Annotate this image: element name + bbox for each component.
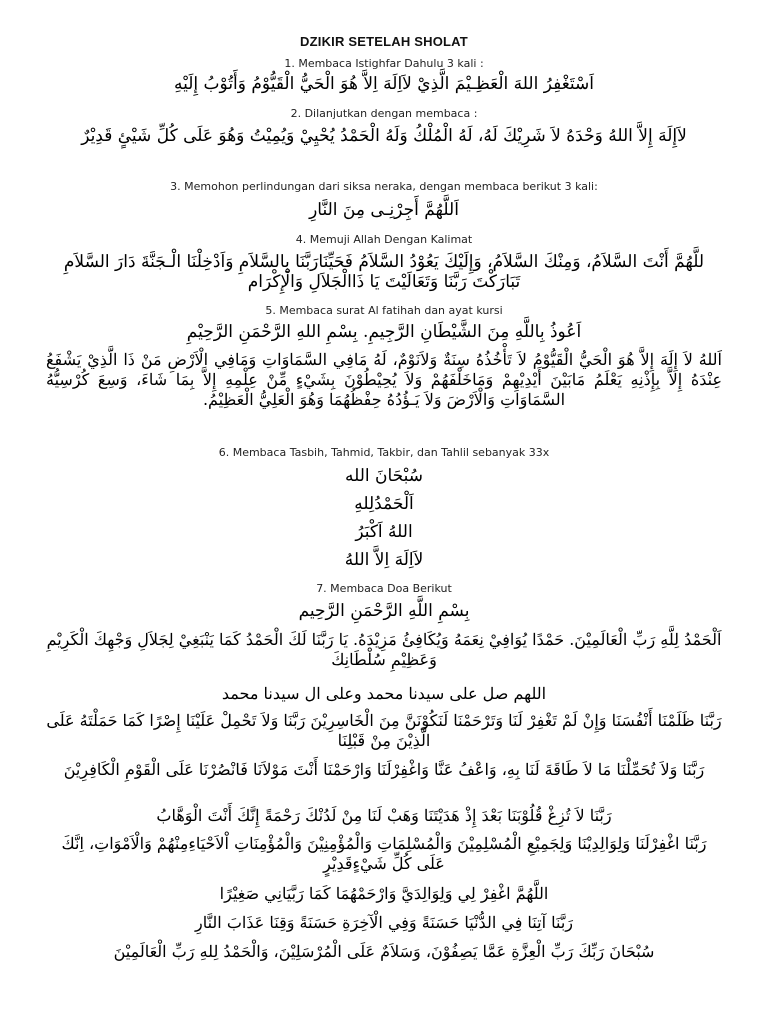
tahlil-text: لاَاِلَهَ اِلاَّ اللهُ xyxy=(344,550,424,570)
section-2-arabic: لاَإِلَهَ إِلاَّ اللهُ وَحْدَهُ لاَ شَرِيْكَ لَهُ، لَهُ الْمُلْكُ وَلَهُ الْحَمْدُ يُحْيِيْ وَيُمِيْتُ وَهُوَ عَلَى كُلِّ شَيْئٍ قَدِيْرٌ xyxy=(81,126,687,146)
section-3-arabic: اَللَّهُمَّ أَجِرْنِـى مِنَ النَّارِ xyxy=(309,200,459,220)
section-5-label: 5. Membaca surat Al fatihah dan ayat kursi xyxy=(265,304,503,317)
section-4-arabic: للَّهُمَّ أَنْتَ السَّلاَمُ، وَمِنْكَ السَّلاَمُ، وَإِلَيْكَ يَعُوْدُ السَّلاَمُ فَحَيِّنَارَبَّنَا بِالسَّلاَمِ وَاَدْخِلْنَا الْـجَنَّةَ دَارَ السَّلاَمِ تَبَارَكْتَ رَبَّنَا وَتَعَالَيْتَ يَا ذَاالْجَلاَلِ وَالْإِكْرَام xyxy=(63,252,705,292)
doa-hamdalah: اَلْحَمْدُ لِلَّهِ رَبِّ الْعَالَمِيْنَ. حَمْدًا يُوَافِيْ نِعَمَهُ وَيُكَافِئُ مَزِيْدَهُ. يَا رَبَّنَا لَكَ الْحَمْدُ كَمَا يَنْبَغِيْ لِجَلاَلِ وَجْهِكَ الْكَرِيْمِ وَعَظِيْمِ سُلْطَانِكَ xyxy=(46,630,722,669)
section-2-label: 2. Dilanjutkan dengan membaca : xyxy=(290,107,478,120)
section-1-arabic: اَسْتَغْفِرُ اللهَ الْعَظِـيْمَ الَّذِيْ لاَاِلَهَ اِلاَّ هُوَ الْحَيُّ الْقَيُّوْمُ وَأَتُوْبُ إِلَيْهِ xyxy=(173,74,595,94)
section-7-label: 7. Membaca Doa Berikut xyxy=(316,582,452,595)
doa-basmalah: بِسْمِ اللَّهِ الرَّحْمَنِ الرَّحِيم xyxy=(298,601,470,621)
section-4-label: 4. Memuji Allah Dengan Kalimat xyxy=(295,233,473,246)
doa-subhana-rabbika: سُبْحَانَ رَبِّكَ رَبِّ الْعِزَّةِ عَمَّا يَصِفُوْنَ، وَسَلاَمٌ عَلَى الْمُرْسَلِيْنَ، وَالْحَمْدُ لِلهِ رَبِّ الْعَالَمِيْنَ xyxy=(113,942,655,961)
tahmid-text: اَلْحَمْدُلِلهِ xyxy=(354,494,414,514)
tasbih-text: سُبْحَانَ الله xyxy=(344,466,424,486)
takbir-text: اللهُ اَكْبَرُ xyxy=(355,522,413,542)
section-5-basmalah: اَعُوذُ بِاللَّهِ مِنَ الشَّيْطَانِ الرَّجِيمِ. بِسْمِ اللهِ الرَّحْمَنِ الرَّحِيْمِ xyxy=(186,322,582,342)
document-title: DZIKIR SETELAH SHOLAT xyxy=(300,34,468,49)
section-6-label: 6. Membaca Tasbih, Tahmid, Takbir, dan Tahlil sebanyak 33x xyxy=(218,446,550,459)
section-3-label: 3. Memohon perlindungan dari siksa neraka, dengan membaca berikut 3 kali: xyxy=(170,180,598,193)
doa-sapu-jagad: رَبَّنَا آتِنَا فِي الدُّنْيَا حَسَنَةً وَفِي الْآخِرَةِ حَسَنَةً وَقِنَا عَذَابَ النَّارِ xyxy=(194,913,573,932)
doa-ighfirlana: رَبَّنَا اغْفِرْلَنَا وَلِوَالِدِيْنَا وَلِجَمِيْعِ الْمُسْلِمِيْنَ وَالْمُسْلِمَاتِ وَالْمُؤْمِنِيْنَ وَالْمُؤْمِنَاتِ اْلاَحْيَاءِمِنْهُمْ وَالْاَمْوَاتِ، اِنَّكَ عَلَى كُلِّ شَيْءٍقَدِيْرٍ xyxy=(61,834,707,873)
doa-la-tuzigh: رَبَّنَا لاَ تُزِغْ قُلُوْبَنَا بَعْدَ إِذْ هَدَيْتَنَا وَهَبْ لَنَا مِنْ لَدُنْكَ رَحْمَةً إِنَّكَ أَنْتَ الْوَهَّابُ xyxy=(156,806,612,825)
doa-shalawat: اللهم صل على سيدنا محمد وعلى ال سيدنا محمد xyxy=(221,684,547,703)
doa-zalamna: رَبَّنَا ظَلَمْنَا أَنْفُسَنَا وَإِنْ لَمْ تَغْفِرْ لَنَا وَتَرْحَمْنَا لَنَكُوْنَنَّ مِنَ الْخَاسِرِيْنَ رَبَّنَا وَلاَ تَحْمِلْ عَلَيْنَا إِصْرًا كَمَا حَمَلْتَهُ عَلَى الَّذِيْنَ مِنْ قَبْلِنَا xyxy=(46,711,722,750)
section-5-ayat-kursi: اَللهُ لاَ إِلَهَ إِلاَّ هُوَ الْحَيُّ الْقَيُّوْمُ لاَ تَأْخُذُهُ سِنَةٌ وَلاَنَوْمٌ، لَهُ مَافِي السَّمَاوَاتِ وَمَافِي الْاَرْضِ مَنْ ذَا الَّذِيْ يَشْفَعُ عِنْدَهُ إِلاَّ بِإِذْنِهِ يَعْلَمُ مَابَيْنَ أَيْدِيْهِمْ وَمَاخَلْفَهُمْ وَلاَ يُحِيْطُوْنَ بِشَيْءٍ مِّنْ عِلْمِهِ إِلاَّ بِمَا شَاءَ، وَسِعَ كُرْسِيُّهُ السَّمَاوَاتِ وَالْاَرْضَ وَلاَ يَـؤُدُهُ حِفْظُهُمَا وَهُوَ الْعَلِيُّ الْعَظِيْمُ. xyxy=(46,350,722,409)
doa-la-tuhammilna: رَبَّنَا وَلاَ تُحَمِّلْنَا مَا لاَ طَاقَةَ لَنَا بِهِ، وَاعْفُ عَنَّا وَاغْفِرْلَنَا وَارْحَمْنَا أَنْتَ مَوْلاَنَا فَانْصُرْنَا عَلَى الْقَوْمِ الْكَافِرِيْنَ xyxy=(63,760,705,779)
doa-walidayya: اللَّهُمَّ اغْفِرْ لِي وَلِوَالِدَيَّ وَارْحَمْهُمَا كَمَا رَبَّيَانِي صَغِيْرًا xyxy=(219,884,549,903)
section-1-label: 1. Membaca Istighfar Dahulu 3 kali : xyxy=(284,57,484,70)
